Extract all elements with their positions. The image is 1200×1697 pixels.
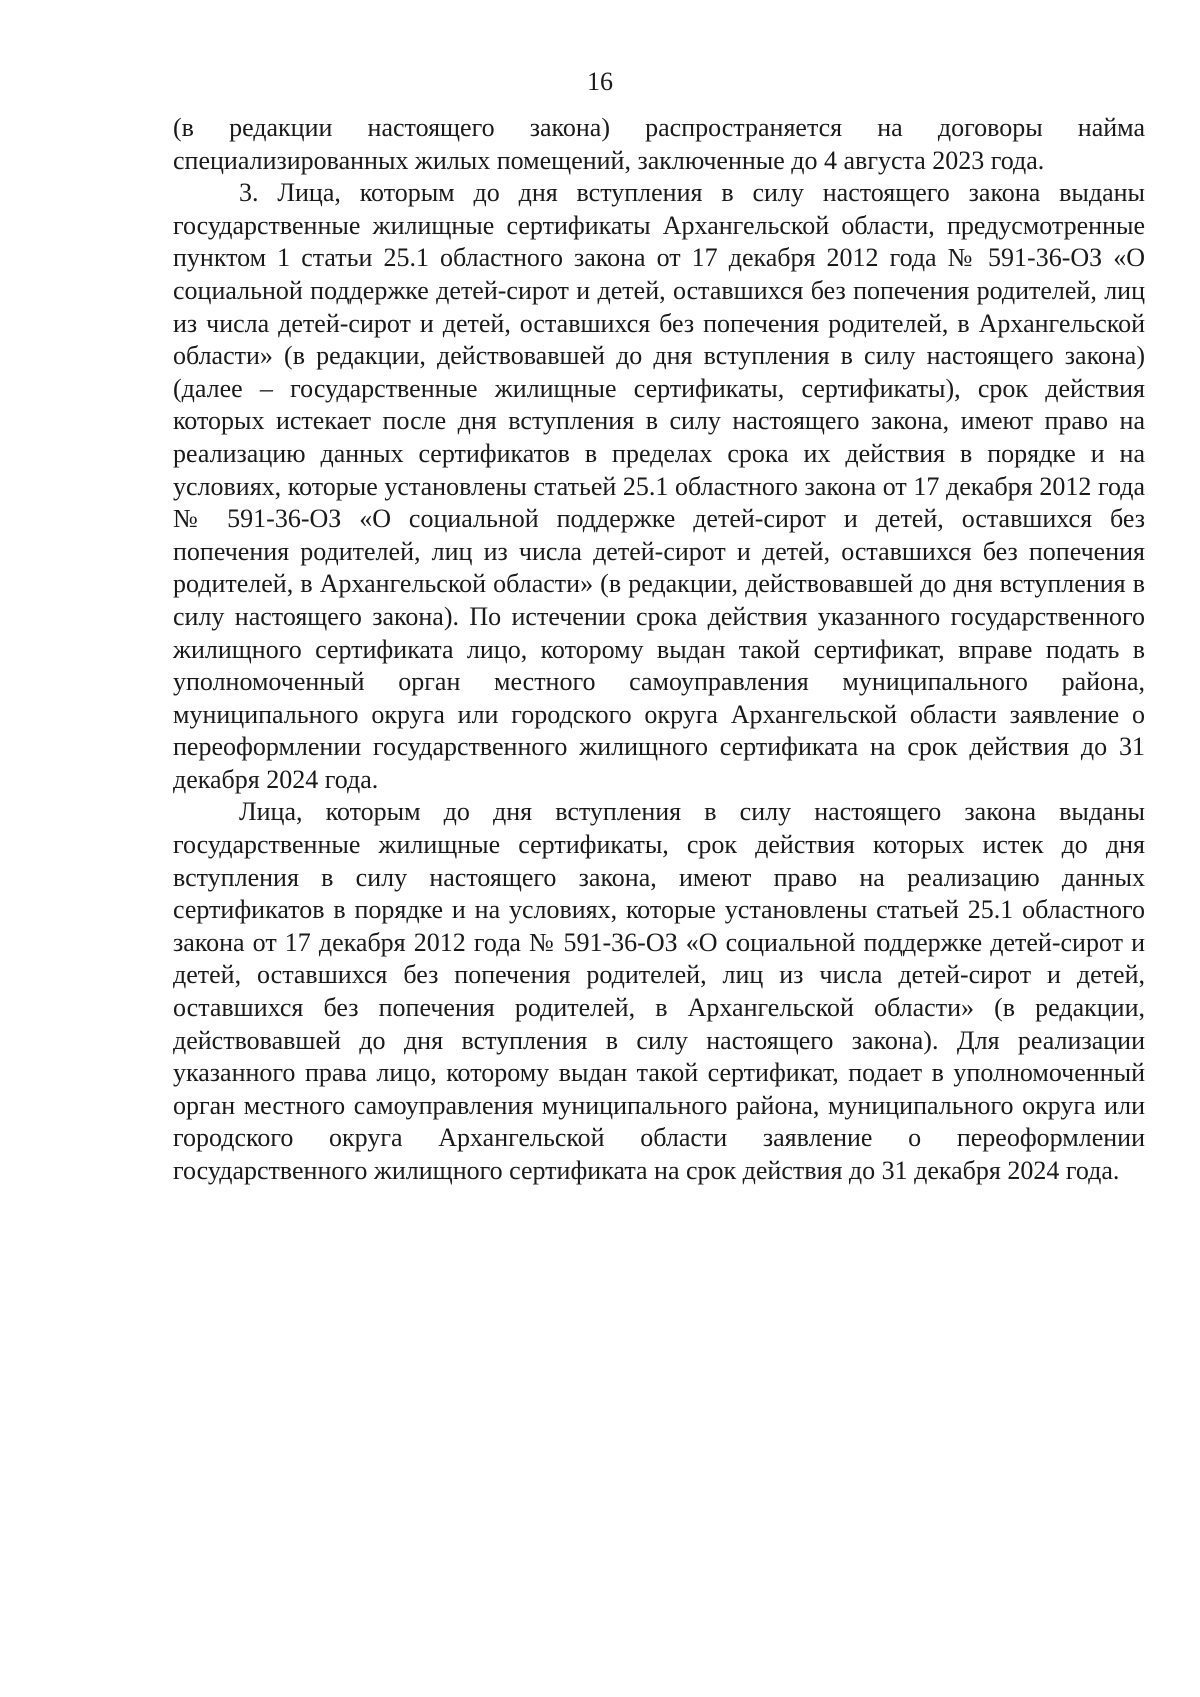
page-number: 16 <box>587 67 613 96</box>
paragraph-expired-certificates: Лица, которым до дня вступления в силу настоящего закона выданы государственные жилищные сертификаты, срок действия которых истек до дня вступления в силу настоящего закона, имеют право на реализацию данных сертификатов в порядке и на условиях, которые установлены статьей 25.1 областного закона от 17 декабря 2012 года № 591-36-ОЗ «О социальной поддержке детей-сирот и детей, оставшихся без попечения родителей, лиц из числа детей-сирот и детей, оставшихся без попечения родителей, в Архангельской области» (в редакции, действовавшей до дня вступления в силу настоящего закона). Для реализации указанного права лицо, которому выдан такой сертификат, подает в уполномоченный орган местного самоуправления муниципального района, муниципального округа или городского округа Архангельской области заявление о переоформлении государственного жилищного сертификата на срок действия до 31 декабря 2024 года. <box>173 797 1145 1185</box>
document-body <box>173 112 1145 1188</box>
paragraph-continuation: (в редакции настоящего закона) распространяется на договоры найма специализированных жилых помещений, заключенные до 4 августа 2023 года. <box>173 113 1145 175</box>
paragraph-item-3: 3. Лица, которым до дня вступления в силу настоящего закона выданы государственные жилищные сертификаты Архангельской области, предусмотренные пунктом 1 статьи 25.1 областного закона от 17 декабря 2012 года № 591-36-ОЗ «О социальной поддержке детей-сирот и детей, оставшихся без попечения родителей, лиц из числа детей-сирот и детей, оставшихся без попечения родителей, в Архангельской области» (в редакции, действовавшей до дня вступления в силу настоящего закона) (далее – государственные жилищные сертификаты, сертификаты), срок действия которых истекает после дня вступления в силу настоящего закона, имеют право на реализацию данных сертификатов в пределах срока их действия в порядке и на условиях, которые установлены статьей 25.1 областного закона от 17 декабря 2012 года № 591-36-ОЗ «О социальной поддержке детей-сирот и детей, оставшихся без попечения родителей, лиц из числа детей-сирот и детей, оставшихся без попечения родителей, в Архангельской области» (в редакции, действовавшей до дня вступления в силу настоящего закона). По истечении срока действия указанного государственного жилищного сертификата лицо, которому выдан такой сертификат, вправе подать в уполномоченный орган местного самоуправления муниципального района, муниципального округа или городского округа Архангельской области заявление о переоформлении государственного жилищного сертификата на срок действия до 31 декабря 2024 года. <box>173 178 1145 794</box>
